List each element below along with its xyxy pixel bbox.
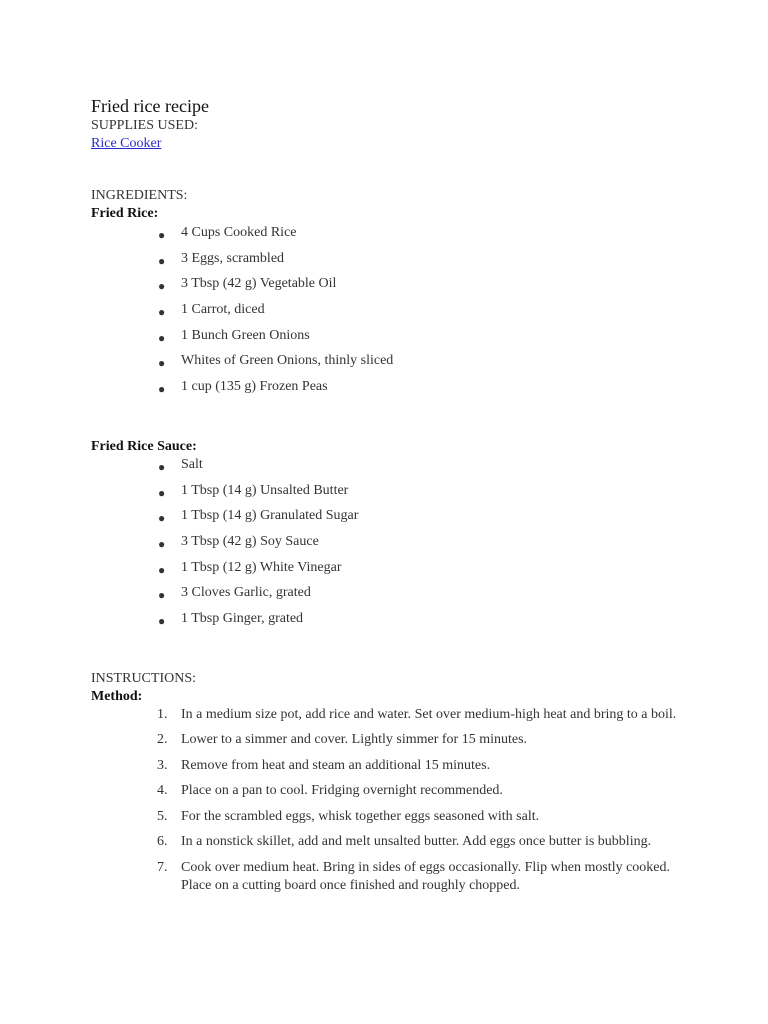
list-item: ● 1 Tbsp Ginger, grated [158,610,304,628]
step-item: 1. In a medium size pot, add rice and water. Set over medium-high heat and bring to a boil. [157,706,677,722]
recipe-document [91,95,691,902]
step-number: 6. [157,834,168,850]
spacer [91,404,691,438]
list-item: ● 1 Carrot, diced [158,302,265,320]
list-item: ● 3 Tbsp (42 g) Vegetable Oil [158,276,337,294]
step-number: 4. [157,783,168,799]
step-item: 4. Place on a pan to cool. Fridging overnight recommended. [157,783,503,799]
step-item: 6. In a nonstick skillet, add and melt unsalted butter. Add eggs once butter is bubbling. [157,834,652,850]
step-number: 1. [157,706,168,722]
list-item: ● 1 Bunch Green Onions [158,327,310,345]
list-item: ● 1 Tbsp (14 g) Unsalted Butter [158,482,349,500]
bullet-icon: ● [158,485,166,500]
list-item: ● 3 Cloves Garlic, grated [158,585,311,603]
bullet-icon: ● [158,279,166,294]
bullet-icon: ● [158,588,166,603]
page-title: Fried rice recipe [91,96,209,116]
list-item: ● 1 Tbsp (12 g) White Vinegar [158,559,342,577]
list-item: ● Salt [158,456,203,474]
list-item: ● 3 Tbsp (42 g) Soy Sauce [158,533,319,551]
list-item: ● 1 cup (135 g) Frozen Peas [158,379,328,397]
supplies-label: SUPPLIES USED: [91,118,198,133]
list-item: ● Whites of Green Onions, thinly sliced [158,353,394,371]
sauce-list [91,456,691,636]
bullet-icon: ● [158,228,166,242]
step-item: 3. Remove from heat and steam an additional 15 minutes. [157,757,491,773]
list-item: ● 4 Cups Cooked Rice [158,225,297,242]
bullet-icon: ● [158,562,166,577]
list-item: ● 1 Tbsp (14 g) Granulated Sugar [158,508,359,526]
bullet-icon: ● [158,511,166,526]
bullet-icon: ● [158,253,166,268]
bullet-icon: ● [158,356,166,371]
step-item: 2. Lower to a simmer and cover. Lightly simmer for 15 minutes. [157,732,528,748]
ingredients-label: INGREDIENTS: [91,188,188,203]
bullet-icon: ● [158,305,166,320]
fried-rice-heading: Fried Rice: [91,206,159,221]
method-steps-list [91,706,691,895]
step-number: 3. [157,757,168,773]
sauce-heading: Fried Rice Sauce: [91,438,197,454]
bullet-icon: ● [158,459,166,474]
step-item: 7. Cook over medium heat. Bring in sides of eggs occasionally. Flip when mostly cooked. Place on a cutting board once finished and roughly chopped. [157,859,671,893]
method-heading: Method: [91,688,143,704]
instructions-label: INSTRUCTIONS: [91,670,197,686]
rice-cooker-link[interactable]: Rice Cooker [91,136,162,151]
fried-rice-list [91,224,691,404]
spacer [91,636,691,670]
bullet-icon: ● [158,536,166,551]
step-number: 7. [157,859,168,875]
step-number: 2. [157,732,168,748]
step-number: 5. [157,808,168,824]
step-item: 5. For the scrambled eggs, whisk together eggs seasoned with salt. [157,808,540,824]
bullet-icon: ● [158,330,166,345]
bullet-icon: ● [158,382,166,397]
spacer [91,153,691,187]
bullet-icon: ● [158,613,166,628]
list-item: ● 3 Eggs, scrambled [158,250,285,268]
